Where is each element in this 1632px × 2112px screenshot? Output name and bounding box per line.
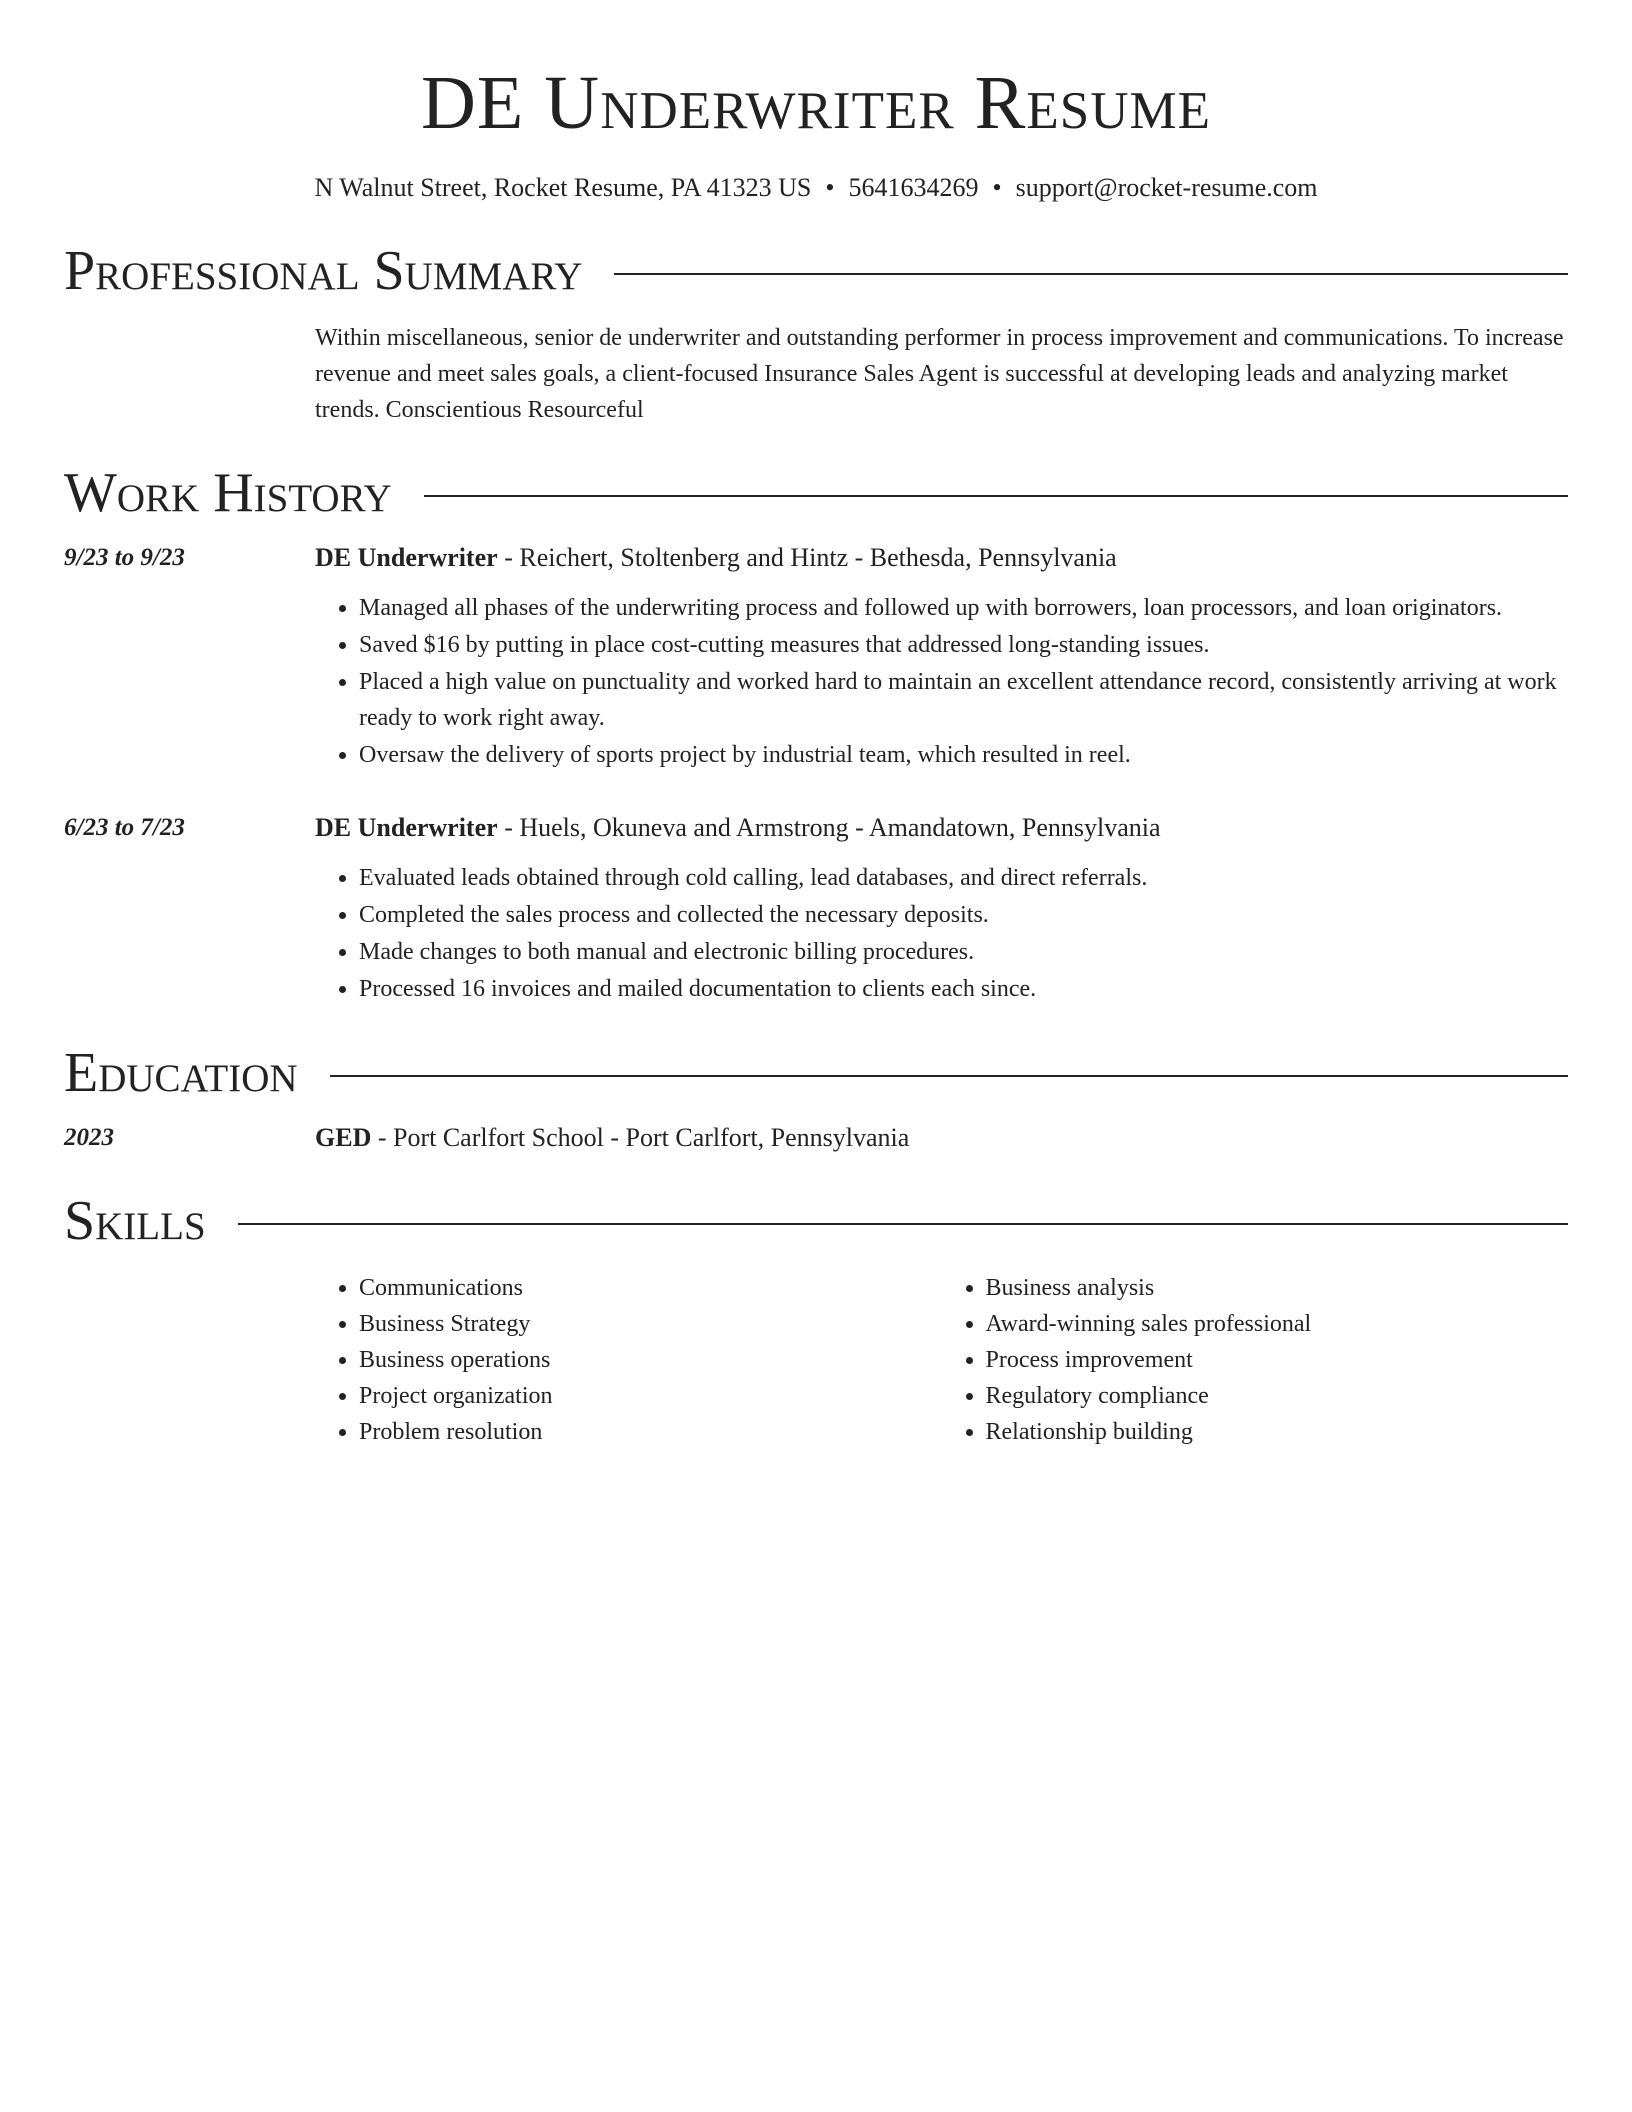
skill-item: • Problem resolution	[359, 1414, 942, 1450]
contact-separator: •	[992, 173, 1002, 202]
education-degree: GED	[315, 1123, 372, 1152]
job-entry	[64, 810, 1568, 1008]
section-divider	[238, 1223, 1568, 1225]
summary-section-header	[64, 240, 1568, 302]
summary-heading: Professional Summary	[64, 240, 583, 302]
summary-section	[64, 240, 1568, 428]
job-title-line	[315, 540, 1568, 576]
contact-email: support@rocket-resume.com	[1015, 173, 1318, 202]
job-row	[64, 810, 1568, 1008]
skills-section	[64, 1190, 1568, 1450]
job-bullet: • Placed a high value on punctuality and worked hard to maintain an excellent attendance record, consistently arriving at work ready to work right away.	[359, 664, 1568, 736]
job-role: DE Underwriter	[315, 543, 498, 572]
job-bullet: • Saved $16 by putting in place cost-cutting measures that addressed long-standing issues.	[359, 627, 1568, 663]
section-divider	[614, 273, 1568, 275]
work-history-heading: Work History	[64, 462, 392, 524]
job-entry	[64, 540, 1568, 774]
skill-item: • Communications	[359, 1270, 942, 1306]
education-section-header	[64, 1042, 1568, 1104]
skills-column-right	[942, 1270, 1569, 1450]
work-history-section	[64, 462, 1568, 1008]
education-entry	[64, 1120, 1568, 1156]
job-dates: 9/23 to 9/23	[64, 544, 185, 571]
job-content	[315, 540, 1568, 774]
job-bullet: • Oversaw the delivery of sports project by industrial team, which resulted in reel.	[359, 737, 1568, 773]
summary-text: Within miscellaneous, senior de underwriter and outstanding performer in process improvement and communications. To increase revenue and meet sales goals, a client-focused Insurance Sales Agent is successful at developing leads and analyzing market trends. Conscientious Resourceful	[315, 325, 1564, 423]
education-line	[315, 1120, 1568, 1156]
work-history-section-header	[64, 462, 1568, 524]
education-year: 2023	[64, 1124, 114, 1151]
job-content	[315, 810, 1568, 1008]
skill-item: • Regulatory compliance	[986, 1378, 1569, 1414]
job-row	[64, 540, 1568, 774]
contact-line	[64, 170, 1568, 206]
education-school-location: - Port Carlfort School - Port Carlfort, Pennsylvania	[371, 1123, 910, 1152]
job-bullets	[315, 860, 1568, 1007]
contact-phone: 5641634269	[848, 173, 979, 202]
skills-heading: Skills	[64, 1190, 206, 1252]
section-divider	[330, 1075, 1568, 1077]
education-content	[315, 1120, 1568, 1156]
job-bullet: • Completed the sales process and collected the necessary deposits.	[359, 897, 1568, 933]
skill-item: • Process improvement	[986, 1342, 1569, 1378]
skills-section-header	[64, 1190, 1568, 1252]
education-heading: Education	[64, 1042, 298, 1104]
job-bullets	[315, 590, 1568, 773]
job-bullet: • Made changes to both manual and electronic billing procedures.	[359, 934, 1568, 970]
contact-address: N Walnut Street, Rocket Resume, PA 41323 US	[314, 173, 812, 202]
skill-item: • Business analysis	[986, 1270, 1569, 1306]
job-title-line	[315, 810, 1568, 846]
skill-item: • Project organization	[359, 1378, 942, 1414]
skill-item: • Business operations	[359, 1342, 942, 1378]
section-divider	[424, 495, 1568, 497]
contact-separator: •	[825, 173, 835, 202]
job-bullet: • Processed 16 invoices and mailed documentation to clients each since.	[359, 971, 1568, 1007]
job-employer-location: - Reichert, Stoltenberg and Hintz - Bethesda, Pennsylvania	[497, 543, 1117, 572]
skill-item: • Award-winning sales professional	[986, 1306, 1569, 1342]
education-section	[64, 1042, 1568, 1156]
skill-item: • Relationship building	[986, 1414, 1569, 1450]
skills-column-left	[315, 1270, 942, 1450]
job-employer-location: - Huels, Okuneva and Armstrong - Amandatown, Pennsylvania	[497, 813, 1161, 842]
skills-grid	[315, 1270, 1568, 1450]
job-bullet: • Evaluated leads obtained through cold calling, lead databases, and direct referrals.	[359, 860, 1568, 896]
job-bullet: • Managed all phases of the underwriting process and followed up with borrowers, loan processors, and loan originators.	[359, 590, 1568, 626]
resume-title: DE Underwriter Resume	[421, 61, 1211, 145]
job-role: DE Underwriter	[315, 813, 498, 842]
job-dates: 6/23 to 7/23	[64, 814, 185, 841]
skill-item: • Business Strategy	[359, 1306, 942, 1342]
